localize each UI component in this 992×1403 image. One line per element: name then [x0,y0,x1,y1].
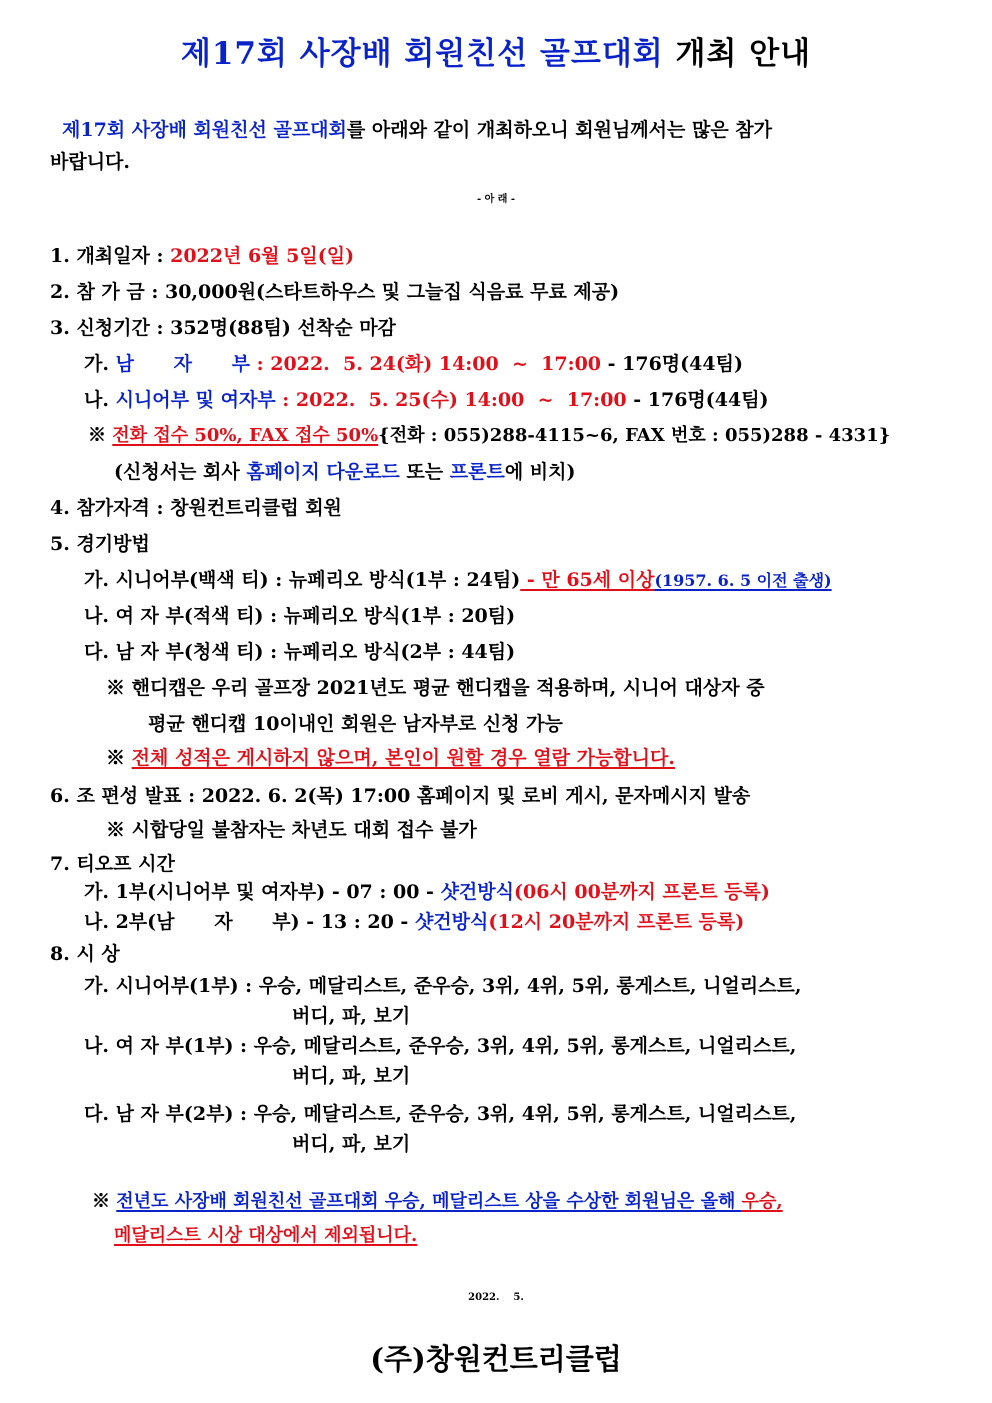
item-7a-register: (06시 00분까지 프론트 등록) [513,881,770,903]
item-5-note-1: ※ 핸디캡은 우리 골프장 2021년도 평균 핸디캡을 적용하며, 시니어 대상자 중 [106,677,765,699]
item-5a-birth: (1957. 6. 5 이전 출생) [654,571,832,590]
intro-text-1: 를 아래와 같이 개최하오니 회원님께서는 많은 참가 [346,119,773,141]
item-3-men-row [84,352,743,376]
item-3-note [88,424,890,448]
item-8a-senior-prizes: 가. 시니어부(1부) : 우승, 메달리스트, 준우승, 3위, 4위, 5위, 롱게스트, 니얼리스트, [84,975,802,997]
final-note-blue: 전년도 사장배 회원친선 골프대회 우승, 메달리스트 상을 수상한 회원님은 올해 [116,1191,742,1212]
page-title [0,34,992,74]
item-1-date [50,244,354,268]
note-mark: ※ [92,1191,117,1212]
company-name: (주)창원컨트리클럽 [370,1342,622,1376]
title-event-name: 제17회 사장배 회원친선 골프대회 [180,36,664,72]
item-3-senior-row [84,388,769,412]
item-5a-text: 가. 시니어부(백색 티) : 뉴페리오 방식(1부 : 24팀) [84,569,521,591]
item-5-note-2: 평균 핸디캡 10이내인 회원은 남자부로 신청 가능 [148,713,563,735]
item-7b-register: (12시 20분까지 프론트 등록) [488,911,745,933]
subnote-mid: 또는 [399,461,450,483]
note-mark: ※ [106,747,132,769]
item-3a-date: : 2022. 5. 24(화) 14:00 ~ 17:00 [250,353,602,375]
final-note-red-1: 우승, [741,1191,783,1212]
item-2-fee: 2. 참 가 금 : 30,000원(스타트하우스 및 그늘집 식음료 무료 제공) [50,281,620,303]
item-5c-men: 다. 남 자 부(청색 티) : 뉴페리오 방식(2부 : 44팀) [84,641,516,663]
intro-event-name: 제17회 사장배 회원친선 골프대회 [62,119,347,141]
item-8-heading: 8. 시 상 [50,943,120,965]
item-7a-shotgun: 샷건방식 [440,881,514,903]
final-note-line-2 [114,1224,417,1248]
item-8c-men-prizes: 다. 남 자 부(2부) : 우승, 메달리스트, 준우승, 3위, 4위, 5위, 롱게스트, 니얼리스트, [84,1103,797,1125]
item-3-note-highlight: 전화 접수 50%, FAX 접수 50% [112,425,379,446]
item-5-note-3 [106,746,675,770]
item-8a-senior-prizes-cont: 버디, 파, 보기 [292,1005,411,1027]
below-heading: - 아 래 - [476,194,516,205]
subnote-end: 에 비치) [504,461,576,483]
subnote-open: (신청서는 회사 [114,461,247,483]
subnote-homepage: 홈페이지 다운로드 [246,461,400,483]
item-6-note: ※ 시합당일 불참자는 차년도 대회 접수 불가 [106,819,477,841]
title-suffix: 개최 안내 [663,36,812,72]
item-6-group-announce: 6. 조 편성 발표 : 2022. 6. 2(목) 17:00 홈페이지 및 로비 게시, 문자메시지 발송 [50,785,751,807]
event-date: 2022년 6월 5일(일) [170,245,355,267]
item-3a-count: - 176명(44팀) [601,353,743,375]
item-5a-senior [84,568,832,593]
item-3b-date: : 2022. 5. 25(수) 14:00 ~ 17:00 [275,389,627,411]
item-7b-time [84,910,744,934]
intro-line-1 [62,118,772,142]
item-5-heading: 5. 경기방법 [50,533,150,555]
item-7-heading: 7. 티오프 시간 [50,853,175,875]
note-mark: ※ [88,425,113,446]
item-8b-women-prizes: 나. 여 자 부(1부) : 우승, 메달리스트, 준우승, 3위, 4위, 5위, 롱게스트, 니얼리스트, [84,1035,797,1057]
item-5a-age: - 만 65세 이상 [520,569,655,591]
item-3-period: 3. 신청기간 : 352명(88팀) 선착순 마감 [50,317,396,339]
item-8b-women-prizes-cont: 버디, 파, 보기 [292,1065,411,1087]
issue-date: 2022. 5. [468,1292,524,1303]
item-3a-division: 남 자 부 [115,353,251,375]
subnote-front: 프론트 [449,461,505,483]
intro-line-2: 바랍니다. [50,151,131,173]
item-5-note-3-text: 전체 성적은 게시하지 않으며, 본인이 원할 경우 열람 가능합니다. [131,747,675,769]
item-4-eligibility: 4. 참가자격 : 창원컨트리클럽 회원 [50,497,342,519]
item-8c-men-prizes-cont: 버디, 파, 보기 [292,1133,411,1155]
item-3-subnote [114,460,575,484]
item-5b-women: 나. 여 자 부(적색 티) : 뉴페리오 방식(1부 : 20팀) [84,605,516,627]
item-7a-text: 가. 1부(시니어부 및 여자부) - 07 : 00 - [84,881,441,903]
item-3b-division: 시니어부 및 여자부 [115,389,276,411]
final-note-red-2: 메달리스트 시상 대상에서 제외됩니다. [114,1225,418,1246]
item-3-note-contact: {전화 : 055)288-4115~6, FAX 번호 : 055)288 - 4331} [378,425,891,446]
final-note-line-1 [92,1190,783,1214]
item-7b-shotgun: 샷건방식 [414,911,489,933]
item-7b-text: 나. 2부(남 자 부) - 13 : 20 - [84,911,415,933]
item-3a-prefix: 가. [84,353,116,375]
item-3b-prefix: 나. [84,389,116,411]
item-1-label: 1. 개최일자 : [50,245,171,267]
item-3b-count: - 176명(44팀) [626,389,769,411]
item-7a-time [84,880,770,904]
